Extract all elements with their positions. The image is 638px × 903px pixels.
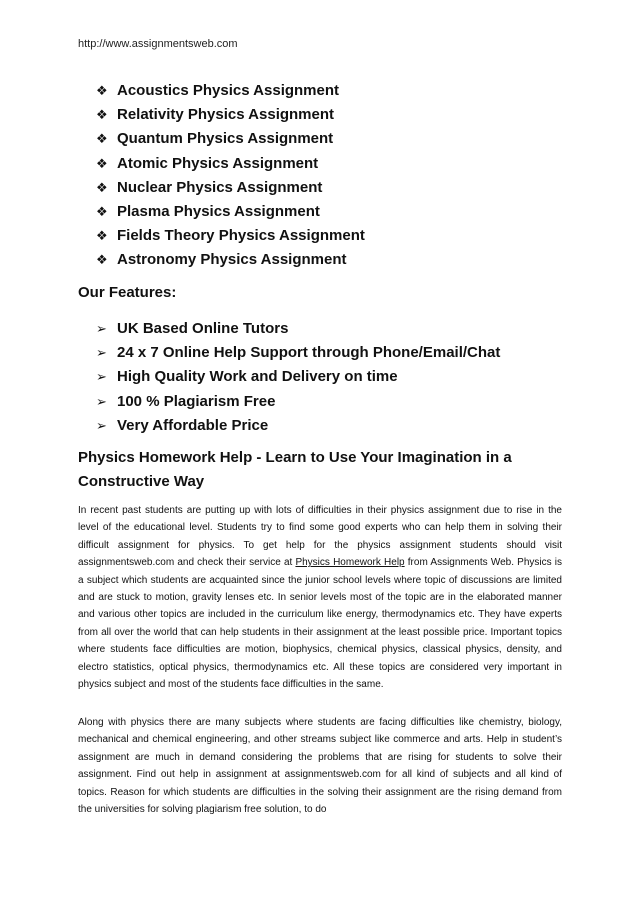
diamond-bullet-icon: ❖ (96, 252, 108, 268)
arrow-bullet-icon: ➢ (96, 393, 107, 409)
list-item: ➢ UK Based Online Tutors (96, 317, 500, 341)
list-item: ❖ Relativity Physics Assignment (96, 103, 365, 127)
list-item: ❖ Acoustics Physics Assignment (96, 79, 365, 103)
list-item: ➢ Very Affordable Price (96, 414, 500, 438)
list-item: ➢ 24 x 7 Online Help Support through Phone/Email/Chat (96, 341, 500, 365)
section-heading: Physics Homework Help - Learn to Use Your Imagination in a Constructive Way (78, 449, 512, 490)
diamond-bullet-icon: ❖ (96, 83, 108, 98)
list-item: ❖ Plasma Physics Assignment (96, 200, 365, 224)
diamond-bullet-icon: ❖ (96, 107, 108, 123)
paragraph-2: Along with physics there are many subjects where students are facing difficulties like chemistry, biology, mechanical and chemical engineering, and other streams subject like commerce and arts. Help in student’s assignment are much in demand considering the problems that are rising for students to solve their assignment. Find out help in assignment at assignmentsweb.com for all kind of subjects and all kind of topics. Reason for which students are difficulties in the solving their assignment are the rising demand from the universities for solving plagiarism free solution, to do (78, 717, 562, 816)
arrow-bullet-icon: ➢ (96, 345, 107, 361)
diamond-bullet-icon: ❖ (96, 228, 108, 244)
list-item: ❖ Quantum Physics Assignment (96, 127, 365, 151)
diamond-bullet-icon: ❖ (96, 179, 108, 195)
list-item: ❖ Astronomy Physics Assignment (96, 248, 365, 272)
list-item: ➢ High Quality Work and Delivery on time (96, 365, 500, 389)
list-item: ❖ Nuclear Physics Assignment (96, 176, 365, 200)
list-item: ➢ 100 % Plagiarism Free (96, 390, 500, 414)
arrow-bullet-icon: ➢ (96, 369, 107, 385)
list-item: ❖ Fields Theory Physics Assignment (96, 224, 365, 248)
diamond-bullet-icon: ❖ (96, 155, 108, 171)
arrow-bullet-icon: ➢ (96, 321, 107, 336)
arrow-bullet-icon: ➢ (96, 417, 107, 433)
paragraph-1: In recent past students are putting up with lots of difficulties in their physics assignment due to rise in the level of the educational level. Students try to find some good experts who can help them in solving their difficult assignment for physics. To get help for the physics assignment students should visit assignmentsweb.com and check their service at Physics Homework Help from Assignments Web. Physics is a subject which students are acquainted since the junior school levels where topic of discussions are limited and are stuck to motion, gravity lenses etc. In senior levels most of the topic are in the elaborated manner and various other topics are included in the curriculum like energy, thermodynamics etc. They have experts from all over the world that can help students in their assignment at the least possible price. Important topics where students face difficulties are motion, biophysics, chemical physics, classical physics, density, and electro statistics, optical physics, thermodynamics etc. All these topics are considered very important in physics subject and most of the students face difficulties in the same. (78, 505, 562, 691)
diamond-bullet-icon: ❖ (96, 131, 108, 147)
features-heading: Our Features: (78, 284, 177, 301)
header-url: http://www.assignmentsweb.com (78, 38, 238, 50)
diamond-bullet-icon: ❖ (96, 203, 108, 219)
assignment-list (96, 79, 365, 273)
physics-homework-help-link[interactable]: Physics Homework Help (295, 557, 405, 569)
features-list (96, 317, 500, 438)
list-item: ❖ Atomic Physics Assignment (96, 152, 365, 176)
